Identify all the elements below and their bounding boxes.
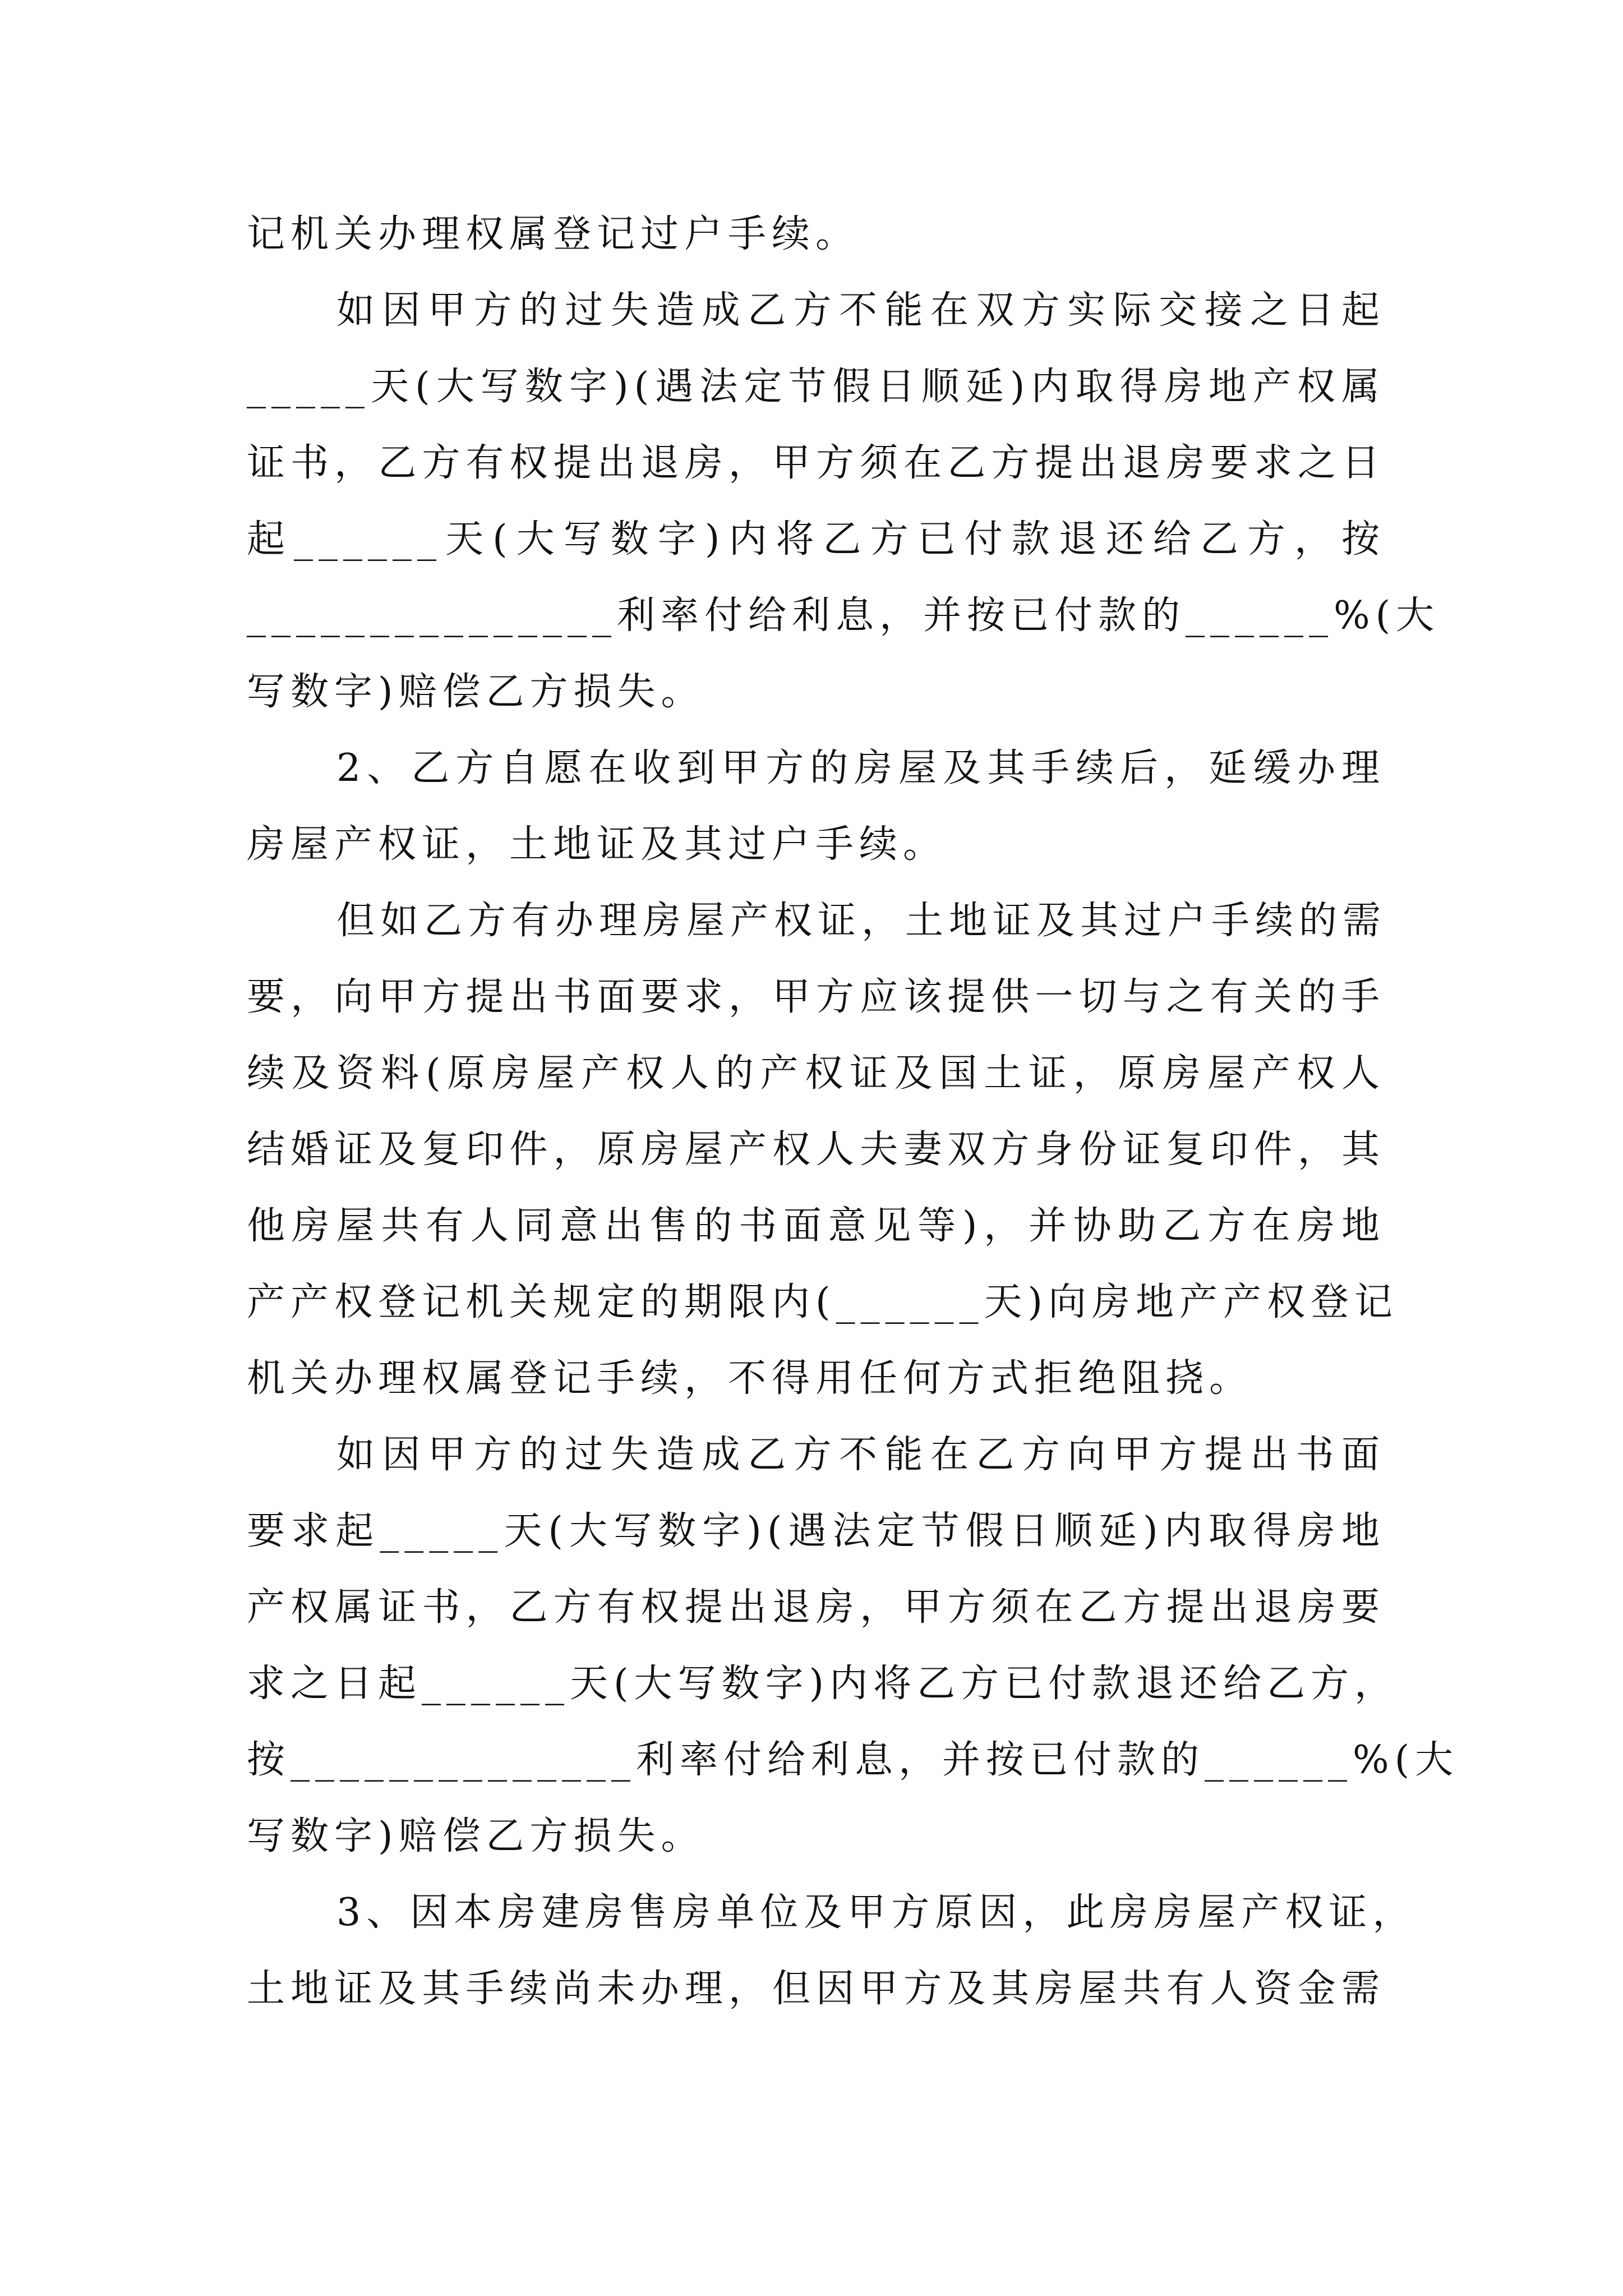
text-line: 续及资料(原房屋产权人的产权证及国土证，原房屋产权人	[247, 1051, 1385, 1096]
text-line: 要求起_____天(大写数字)(遇法定节假日顺延)内取得房地	[247, 1509, 1385, 1553]
text-line: 起______天(大写数字)内将乙方已付款退还给乙方，按	[247, 517, 1385, 562]
text-line: 2、乙方自愿在收到甲方的房屋及其手续后，延缓办理	[336, 746, 1385, 790]
text-line: 他房屋共有人同意出售的书面意见等)，并协助乙方在房地	[247, 1204, 1385, 1248]
text-line: 3、因本房建房售房单位及甲方原因，此房房屋产权证，	[336, 1890, 1417, 1935]
text-line: 产产权登记机关规定的期限内(______天)向房地产产权登记	[247, 1280, 1399, 1324]
text-line: 结婚证及复印件，原房屋产权人夫妻双方身份证复印件，其	[247, 1128, 1385, 1172]
text-line: _______________利率付给利息，并按已付款的______%(大	[247, 593, 1440, 638]
text-line: 房屋产权证，土地证及其过户手续。	[247, 822, 947, 867]
text-line: 写数字)赔偿乙方损失。	[247, 670, 705, 714]
text-line: 记机关办理权属登记过户手续。	[247, 212, 860, 256]
contract-body-text	[247, 196, 1459, 2027]
text-line: 土地证及其手续尚未办理，但因甲方及其房屋共有人资金需	[247, 1967, 1385, 2011]
text-line: 机关办理权属登记手续，不得用任何方式拒绝阻挠。	[247, 1356, 1253, 1401]
text-line: 如因甲方的过失造成乙方不能在双方实际交接之日起	[336, 288, 1385, 333]
text-line: 写数字)赔偿乙方损失。	[247, 1814, 705, 1858]
text-line: 要，向甲方提出书面要求，甲方应该提供一切与之有关的手	[247, 975, 1385, 1019]
text-line: 但如乙方有办理房屋产权证，土地证及其过户手续的需	[336, 899, 1387, 943]
text-line: 如因甲方的过失造成乙方不能在乙方向甲方提出书面	[336, 1433, 1385, 1477]
text-line: 证书，乙方有权提出退房，甲方须在乙方提出退房要求之日	[247, 441, 1385, 485]
text-line: 求之日起______天(大写数字)内将乙方已付款退还给乙方，	[247, 1662, 1399, 1706]
text-line: 按______________利率付给利息，并按已付款的______%(大	[247, 1738, 1459, 1782]
text-line: 产权属证书，乙方有权提出退房，甲方须在乙方提出退房要	[247, 1585, 1385, 1630]
text-line: _____天(大写数字)(遇法定节假日顺延)内取得房地产权属	[247, 365, 1385, 409]
